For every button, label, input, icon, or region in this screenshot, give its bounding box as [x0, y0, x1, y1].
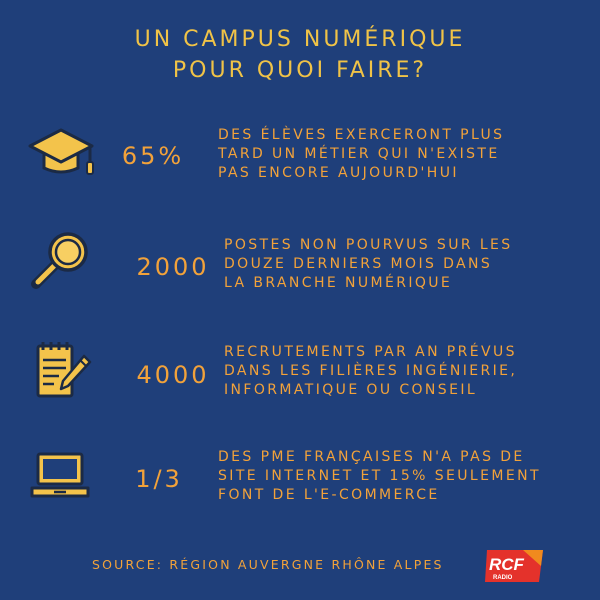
rcf-radio-logo: [483, 548, 545, 584]
title-line-1: UN CAMPUS NUMÉRIQUE: [134, 27, 466, 52]
notepad-pencil-icon: [26, 338, 96, 408]
description-line: LA BRANCHE NUMÉRIQUE: [224, 275, 453, 291]
description-line: INFORMATIQUE OU CONSEIL: [224, 382, 478, 398]
stat-value: 4000: [136, 361, 210, 389]
logo-subtext: RADIO: [493, 575, 513, 581]
laptop-icon: [26, 446, 96, 516]
magnifier-icon: [26, 228, 96, 298]
description-line: DOUZE DERNIERS MOIS DANS: [224, 256, 493, 272]
description-line: DES ÉLÈVES EXERCERONT PLUS: [218, 127, 505, 143]
stat-description: [224, 343, 584, 400]
title-line-2: POUR QUOI FAIRE?: [172, 58, 428, 83]
stat-row-1: [0, 122, 600, 202]
description-line: POSTES NON POURVUS SUR LES: [224, 237, 513, 253]
stat-description: [224, 236, 584, 293]
stat-value: 1/3: [135, 465, 183, 493]
logo-text: RCF: [489, 555, 524, 574]
graduation-cap-icon: [26, 122, 96, 192]
stat-value: 2000: [136, 253, 210, 281]
stat-description: [218, 448, 578, 505]
page-title: [0, 24, 600, 86]
description-line: SITE INTERNET ET 15% SEULEMENT: [218, 468, 541, 484]
stat-description: [218, 126, 578, 183]
stat-row-3: [0, 338, 600, 418]
description-line: RECRUTEMENTS PAR AN PRÉVUS: [224, 344, 517, 360]
description-line: FONT DE L'E-COMMERCE: [218, 487, 440, 503]
source-text: SOURCE: RÉGION AUVERGNE RHÔNE ALPES: [92, 557, 444, 572]
stat-row-4: [0, 446, 600, 526]
description-line: PAS ENCORE AUJOURD'HUI: [218, 165, 459, 181]
stat-row-2: [0, 228, 600, 308]
stat-value: 65%: [121, 142, 185, 170]
description-line: TARD UN MÉTIER QUI N'EXISTE: [218, 146, 500, 162]
description-line: DES PME FRANÇAISES N'A PAS DE: [218, 449, 525, 465]
description-line: DANS LES FILIÈRES INGÉNIERIE,: [224, 363, 518, 379]
